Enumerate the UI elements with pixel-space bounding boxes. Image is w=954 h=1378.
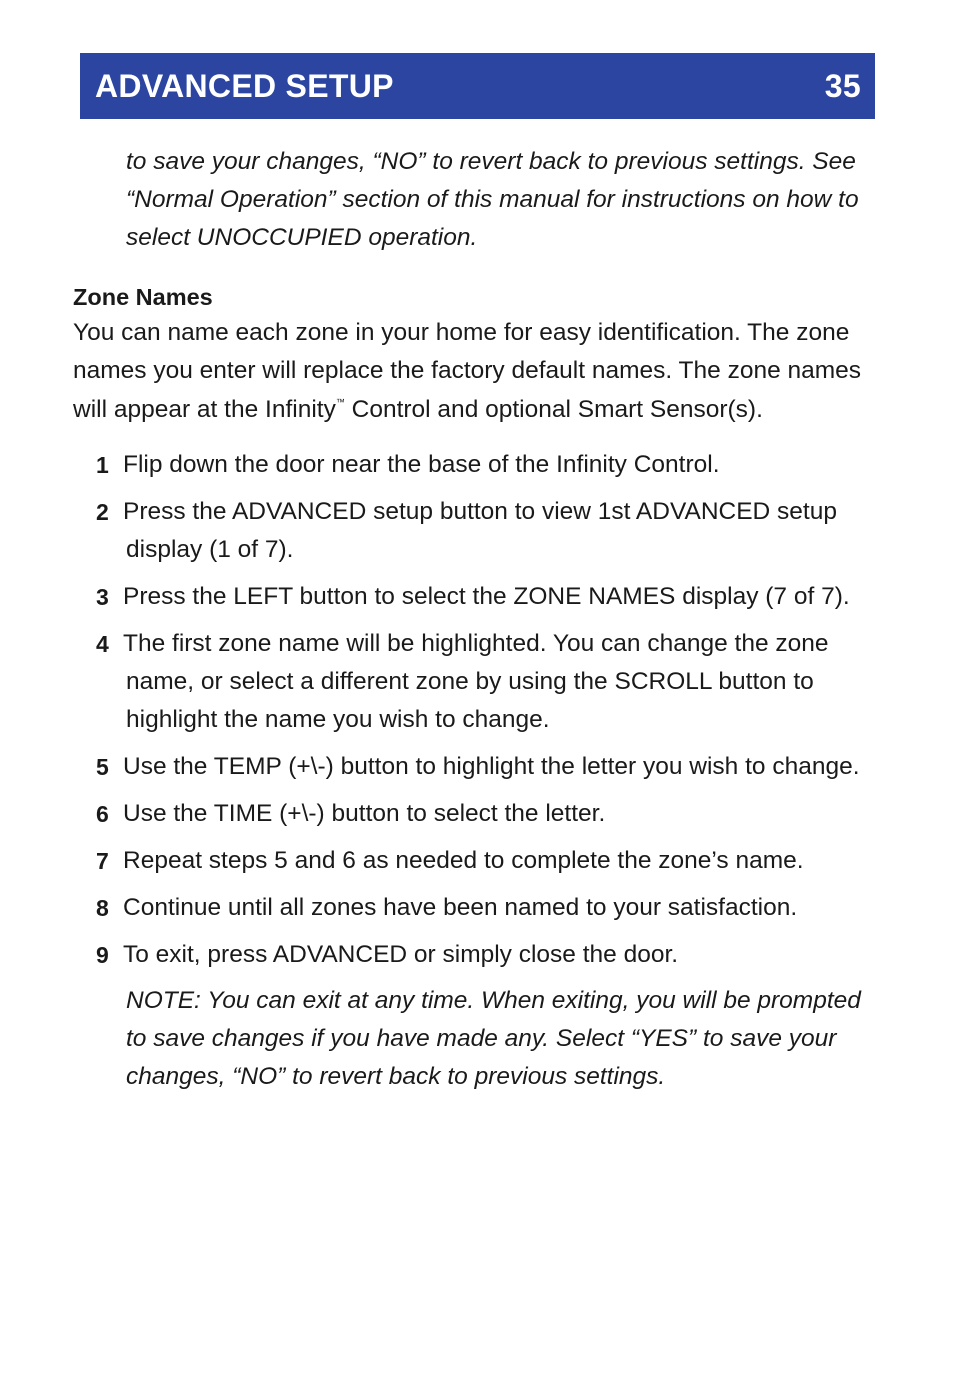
step-text: The first zone name will be highlighted. You can change the zone name, or select a different zone by using the SCROLL button to highlight the name you wish to change. xyxy=(123,629,829,734)
section-title: ADVANCED SETUP xyxy=(95,67,394,104)
steps-list xyxy=(73,446,873,974)
page-header xyxy=(80,53,875,119)
zone-names-description xyxy=(73,314,873,429)
page-number: 35 xyxy=(824,67,861,104)
step-text: To exit, press ADVANCED or simply close the door. xyxy=(123,940,679,968)
step-item xyxy=(73,889,873,927)
step-item xyxy=(73,493,873,570)
step-number: 6 xyxy=(96,801,109,828)
step-text: Continue until all zones have been named to your satisfaction. xyxy=(123,894,798,922)
description-text-start: You can name each zone in your home for easy identification. The zone names you enter will replace the factory default names. The zone names will appear at the Infinity xyxy=(73,319,862,423)
step-number: 1 xyxy=(96,451,109,478)
step-number: 4 xyxy=(96,630,109,657)
step-item xyxy=(73,446,873,484)
step-item xyxy=(73,578,873,616)
step-number: 3 xyxy=(96,583,109,610)
exit-note: NOTE: You can exit at any time. When exiting, you will be prompted to save changes if you have made any. Select “YES” to save your changes, “NO” to revert back to previous settings. xyxy=(126,986,861,1090)
step-item xyxy=(73,842,873,880)
step-item xyxy=(73,936,873,974)
step-number: 7 xyxy=(96,848,109,875)
step-number: 8 xyxy=(96,895,109,922)
intro-note: to save your changes, “NO” to revert back to previous settings. See “Normal Operation” section of this manual for instructions on how to select UNOCCUPIED operation. xyxy=(126,148,859,251)
step-text: Press the LEFT button to select the ZONE NAMES display (7 of 7). xyxy=(123,582,850,610)
zone-names-heading: Zone Names xyxy=(73,284,213,310)
step-number: 2 xyxy=(96,498,109,525)
step-text: Press the ADVANCED setup button to view 1st ADVANCED setup display (1 of 7). xyxy=(123,497,837,564)
description-text-end: Control and optional Smart Sensor(s). xyxy=(344,395,763,423)
step-number: 5 xyxy=(96,754,109,781)
step-text: Flip down the door near the base of the Infinity Control. xyxy=(123,450,720,478)
step-number: 9 xyxy=(96,941,109,968)
step-text: Use the TEMP (+\-) button to highlight the letter you wish to change. xyxy=(123,753,860,781)
trademark-symbol: ™ xyxy=(335,396,345,407)
step-item xyxy=(73,748,873,786)
step-text: Use the TIME (+\-) button to select the letter. xyxy=(123,800,606,828)
step-item xyxy=(73,625,873,740)
step-item xyxy=(73,795,873,833)
step-text: Repeat steps 5 and 6 as needed to complete the zone’s name. xyxy=(123,847,804,875)
page-content xyxy=(73,143,873,1096)
